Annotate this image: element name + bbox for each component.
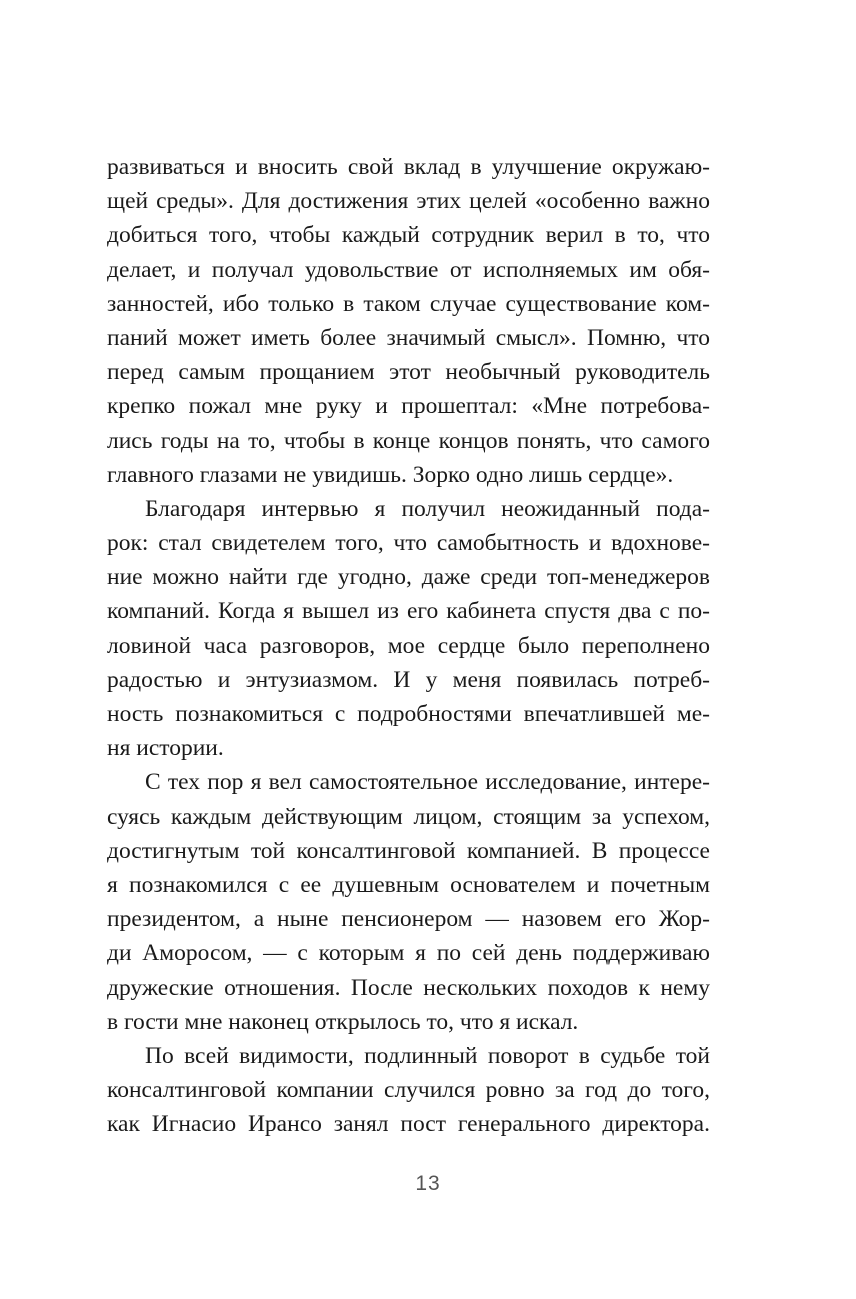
text-line: Благодаря интервью я получил неожиданный пода- — [145, 495, 710, 522]
text-line: ность познакомиться с подробностями впечатлившей ме- — [107, 701, 710, 727]
paragraph — [107, 492, 710, 766]
text-line: главного глазами не увидишь. Зорко одно лишь сердце». — [107, 461, 674, 488]
text-line: достигнутым той консалтинговой компанией. В процессе — [107, 837, 710, 864]
text-line: щей среды». Для достижения этих целей «особенно важно — [107, 188, 710, 215]
text-line: ди Аморосом, — с которым я по сей день поддерживаю — [107, 940, 710, 967]
text-line: рок: стал свидетелем того, что самобытность и вдохнове- — [107, 530, 710, 557]
text-line: консалтинговой компании случился ровно за год до того, — [107, 1077, 710, 1104]
text-line: крепко пожал мне руку и прошептал: «Мне потребова- — [107, 393, 710, 420]
text-line: развиваться и вносить свой вклад в улучшение окружаю- — [107, 154, 710, 180]
page-number: 13 — [415, 1172, 441, 1195]
text-line: занностей, ибо только в таком случае существование ком- — [107, 290, 710, 317]
text-line: как Игнасио Ирансо занял пост генерального директора. — [107, 1111, 710, 1138]
paragraph — [107, 150, 710, 492]
text-line: я познакомился с ее душевным основателем и почетным — [107, 871, 710, 898]
text-line: перед самым прощанием этот необычный руководитель — [107, 359, 710, 386]
text-line: По всей видимости, подлинный поворот в судьбе той — [145, 1042, 710, 1069]
text-line: компаний. Когда я вышел из его кабинета спустя два с по- — [107, 598, 710, 625]
text-line: лись годы на то, чтобы в конце концов понять, что самого — [107, 427, 710, 454]
text-line: добиться того, чтобы каждый сотрудник верил в то, что — [107, 222, 710, 249]
text-line: ние можно найти где угодно, даже среди топ-менеджеров — [107, 564, 710, 591]
text-line: С тех пор я вел самостоятельное исследование, интере- — [145, 769, 710, 796]
text-line: суясь каждым действующим лицом, стоящим за успехом, — [107, 803, 710, 830]
text-line: ня истории. — [107, 735, 224, 762]
text-line: делает, и получал удовольствие от исполняемых им обя- — [107, 256, 710, 283]
text-line: паний может иметь более значимый смысл». Помню, что — [107, 324, 710, 351]
text-line: в гости мне наконец открылось то, что я искал. — [107, 1008, 579, 1035]
paragraph — [107, 1039, 710, 1142]
text-line: президентом, а ныне пенсионером — назовем его Жор- — [107, 906, 710, 933]
text-line: радостью и энтузиазмом. И у меня появилась потреб- — [107, 666, 710, 693]
body-text — [107, 150, 710, 1141]
text-line: дружеские отношения. После нескольких походов к нему — [107, 974, 710, 1001]
paragraph — [107, 765, 710, 1039]
text-line: ловиной часа разговоров, мое сердце было переполнено — [107, 632, 710, 659]
